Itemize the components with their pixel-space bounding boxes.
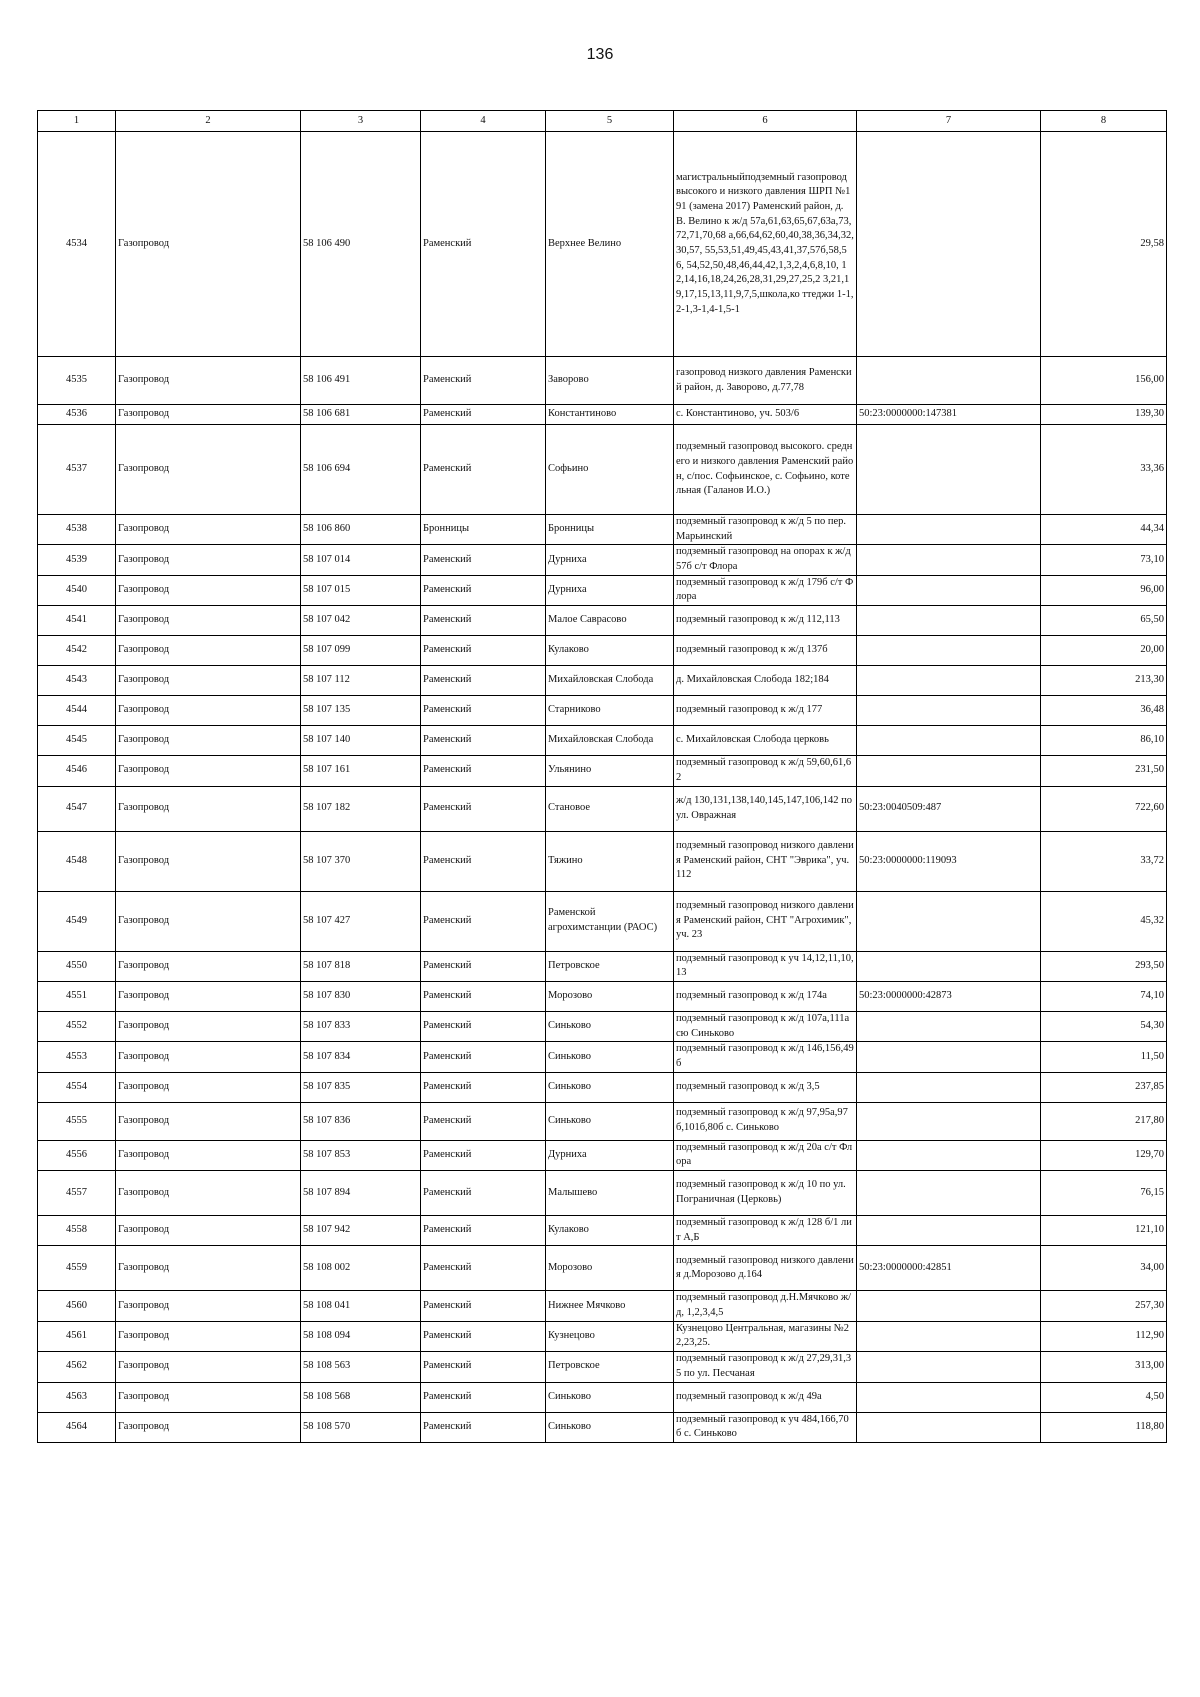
cell-description: подземный газопровод к ж/д 3,5 xyxy=(674,1072,857,1102)
table-row xyxy=(38,1171,1167,1216)
cell-cadastral-number xyxy=(857,756,1041,786)
cell-district: Раменский xyxy=(421,1382,546,1412)
cell-locality: Малышево xyxy=(546,1171,674,1216)
cell-cadastral-number: 50:23:0000000:147381 xyxy=(857,405,1041,425)
cell-number: 4556 xyxy=(38,1140,116,1170)
column-header: 6 xyxy=(674,111,857,132)
cell-object-type: Газопровод xyxy=(116,981,301,1011)
cell-value: 54,30 xyxy=(1041,1011,1167,1041)
table-row xyxy=(38,831,1167,891)
cell-locality: Тяжино xyxy=(546,831,674,891)
cell-description: подземный газопровод к ж/д 174а xyxy=(674,981,857,1011)
table-row xyxy=(38,696,1167,726)
table-row xyxy=(38,606,1167,636)
column-header: 1 xyxy=(38,111,116,132)
header-row xyxy=(38,111,1167,132)
cell-object-type: Газопровод xyxy=(116,696,301,726)
cell-number: 4563 xyxy=(38,1382,116,1412)
cell-cadastral-number xyxy=(857,1072,1041,1102)
table-row xyxy=(38,1011,1167,1041)
cell-locality: Малое Саврасово xyxy=(546,606,674,636)
cell-locality: Старниково xyxy=(546,696,674,726)
cell-object-type: Газопровод xyxy=(116,1171,301,1216)
cell-object-type: Газопровод xyxy=(116,726,301,756)
table-row xyxy=(38,786,1167,831)
cell-code: 58 107 135 xyxy=(301,696,421,726)
cell-code: 58 107 370 xyxy=(301,831,421,891)
cell-cadastral-number xyxy=(857,1352,1041,1382)
cell-description: подземный газопровод к ж/д 179б с/т Флора xyxy=(674,575,857,605)
cell-number: 4544 xyxy=(38,696,116,726)
cell-value: 139,30 xyxy=(1041,405,1167,425)
cell-cadastral-number xyxy=(857,1140,1041,1170)
cell-code: 58 107 182 xyxy=(301,786,421,831)
cell-locality: Становое xyxy=(546,786,674,831)
cell-district: Раменский xyxy=(421,951,546,981)
cell-code: 58 107 427 xyxy=(301,891,421,951)
cell-district: Раменский xyxy=(421,1216,546,1246)
cell-description: подземный газопровод к уч 484,166,70б с. Синьково xyxy=(674,1412,857,1442)
cell-district: Бронницы xyxy=(421,515,546,545)
table-row xyxy=(38,1412,1167,1442)
cell-district: Раменский xyxy=(421,726,546,756)
cell-locality: Ульянино xyxy=(546,756,674,786)
cell-cadastral-number xyxy=(857,1412,1041,1442)
cell-locality: Заворово xyxy=(546,357,674,405)
cell-number: 4537 xyxy=(38,425,116,515)
cell-number: 4534 xyxy=(38,132,116,357)
cell-code: 58 107 042 xyxy=(301,606,421,636)
cell-code: 58 108 563 xyxy=(301,1352,421,1382)
cell-number: 4550 xyxy=(38,951,116,981)
cell-description: подземный газопровод низкого давления Раменский район, СНТ "Агрохимик", уч. 23 xyxy=(674,891,857,951)
cell-code: 58 106 694 xyxy=(301,425,421,515)
cell-cadastral-number xyxy=(857,1382,1041,1412)
cell-description: Кузнецово Центральная, магазины №22,23,25. xyxy=(674,1321,857,1351)
table-row xyxy=(38,575,1167,605)
cell-cadastral-number xyxy=(857,636,1041,666)
cell-cadastral-number xyxy=(857,1042,1041,1072)
table-row xyxy=(38,1072,1167,1102)
cell-cadastral-number xyxy=(857,425,1041,515)
cell-value: 33,72 xyxy=(1041,831,1167,891)
cell-description: подземный газопровод к уч 14,12,11,10,13 xyxy=(674,951,857,981)
table-row xyxy=(38,981,1167,1011)
cell-value: 73,10 xyxy=(1041,545,1167,575)
cell-value: 112,90 xyxy=(1041,1321,1167,1351)
cell-value: 36,48 xyxy=(1041,696,1167,726)
cell-number: 4557 xyxy=(38,1171,116,1216)
cell-locality: Михайловская Слобода xyxy=(546,666,674,696)
table-row xyxy=(38,425,1167,515)
cell-object-type: Газопровод xyxy=(116,1291,301,1321)
cell-district: Раменский xyxy=(421,1321,546,1351)
cell-locality: Дурниха xyxy=(546,1140,674,1170)
cell-locality: Синьково xyxy=(546,1042,674,1072)
cell-district: Раменский xyxy=(421,891,546,951)
cell-locality: Петровское xyxy=(546,1352,674,1382)
cell-cadastral-number: 50:23:0000000:42873 xyxy=(857,981,1041,1011)
table-row xyxy=(38,357,1167,405)
cell-description: с. Михайловская Слобода церковь xyxy=(674,726,857,756)
cell-code: 58 107 015 xyxy=(301,575,421,605)
cell-code: 58 107 112 xyxy=(301,666,421,696)
cell-value: 34,00 xyxy=(1041,1246,1167,1291)
cell-locality: Петровское xyxy=(546,951,674,981)
cell-district: Раменский xyxy=(421,1140,546,1170)
table-row xyxy=(38,1042,1167,1072)
cell-value: 45,32 xyxy=(1041,891,1167,951)
cell-cadastral-number xyxy=(857,1321,1041,1351)
cell-value: 33,36 xyxy=(1041,425,1167,515)
table-row xyxy=(38,1321,1167,1351)
cell-locality: Синьково xyxy=(546,1412,674,1442)
cell-cadastral-number xyxy=(857,891,1041,951)
cell-value: 11,50 xyxy=(1041,1042,1167,1072)
cell-code: 58 106 860 xyxy=(301,515,421,545)
cell-cadastral-number: 50:23:0000000:119093 xyxy=(857,831,1041,891)
cell-district: Раменский xyxy=(421,756,546,786)
cell-object-type: Газопровод xyxy=(116,1382,301,1412)
cell-district: Раменский xyxy=(421,636,546,666)
cell-code: 58 107 834 xyxy=(301,1042,421,1072)
table-body xyxy=(38,132,1167,1443)
cell-value: 86,10 xyxy=(1041,726,1167,756)
cell-number: 4554 xyxy=(38,1072,116,1102)
cell-locality: Нижнее Мячково xyxy=(546,1291,674,1321)
cell-number: 4545 xyxy=(38,726,116,756)
cell-locality: Синьково xyxy=(546,1072,674,1102)
cell-object-type: Газопровод xyxy=(116,575,301,605)
cell-value: 722,60 xyxy=(1041,786,1167,831)
cell-locality: Константиново xyxy=(546,405,674,425)
cell-value: 231,50 xyxy=(1041,756,1167,786)
cell-cadastral-number xyxy=(857,1216,1041,1246)
cell-district: Раменский xyxy=(421,1011,546,1041)
cell-object-type: Газопровод xyxy=(116,545,301,575)
cell-number: 4542 xyxy=(38,636,116,666)
cell-number: 4538 xyxy=(38,515,116,545)
cell-value: 96,00 xyxy=(1041,575,1167,605)
cell-cadastral-number xyxy=(857,515,1041,545)
cell-number: 4562 xyxy=(38,1352,116,1382)
table-row xyxy=(38,1140,1167,1170)
cell-description: подземный газопровод на опорах к ж/д 57б с/т Флора xyxy=(674,545,857,575)
column-header: 2 xyxy=(116,111,301,132)
cell-code: 58 108 002 xyxy=(301,1246,421,1291)
cell-object-type: Газопровод xyxy=(116,1011,301,1041)
cell-cadastral-number xyxy=(857,1171,1041,1216)
cell-district: Раменский xyxy=(421,357,546,405)
cell-locality: Софьино xyxy=(546,425,674,515)
cell-number: 4535 xyxy=(38,357,116,405)
cell-code: 58 106 491 xyxy=(301,357,421,405)
cell-district: Раменский xyxy=(421,1072,546,1102)
page-number: 136 xyxy=(586,46,614,63)
table-row xyxy=(38,545,1167,575)
table-row xyxy=(38,756,1167,786)
table-row xyxy=(38,636,1167,666)
cell-value: 237,85 xyxy=(1041,1072,1167,1102)
cell-object-type: Газопровод xyxy=(116,1042,301,1072)
cell-value: 293,50 xyxy=(1041,951,1167,981)
table-row xyxy=(38,515,1167,545)
cell-code: 58 107 835 xyxy=(301,1072,421,1102)
cell-object-type: Газопровод xyxy=(116,756,301,786)
cell-cadastral-number xyxy=(857,357,1041,405)
cell-value: 76,15 xyxy=(1041,1171,1167,1216)
cell-number: 4552 xyxy=(38,1011,116,1041)
cell-code: 58 107 099 xyxy=(301,636,421,666)
cell-district: Раменский xyxy=(421,132,546,357)
cell-cadastral-number xyxy=(857,951,1041,981)
cell-cadastral-number: 50:23:0000000:42851 xyxy=(857,1246,1041,1291)
cell-locality: Синьково xyxy=(546,1102,674,1140)
cell-object-type: Газопровод xyxy=(116,1412,301,1442)
cell-locality: Михайловская Слобода xyxy=(546,726,674,756)
cell-number: 4549 xyxy=(38,891,116,951)
column-header: 5 xyxy=(546,111,674,132)
cell-description: подземный газопровод д.Н.Мячково ж/д, 1,2,3,4,5 xyxy=(674,1291,857,1321)
table-row xyxy=(38,132,1167,357)
registry-table xyxy=(37,110,1167,1443)
cell-locality: Кулаково xyxy=(546,636,674,666)
cell-object-type: Газопровод xyxy=(116,1246,301,1291)
cell-number: 4548 xyxy=(38,831,116,891)
cell-number: 4551 xyxy=(38,981,116,1011)
cell-district: Раменский xyxy=(421,1246,546,1291)
cell-locality: Кузнецово xyxy=(546,1321,674,1351)
cell-locality: Дурниха xyxy=(546,545,674,575)
cell-locality: Кулаково xyxy=(546,1216,674,1246)
table-row xyxy=(38,1216,1167,1246)
cell-object-type: Газопровод xyxy=(116,636,301,666)
cell-object-type: Газопровод xyxy=(116,132,301,357)
cell-district: Раменский xyxy=(421,696,546,726)
cell-number: 4558 xyxy=(38,1216,116,1246)
cell-district: Раменский xyxy=(421,981,546,1011)
cell-cadastral-number xyxy=(857,132,1041,357)
cell-object-type: Газопровод xyxy=(116,1102,301,1140)
cell-code: 58 107 014 xyxy=(301,545,421,575)
cell-number: 4543 xyxy=(38,666,116,696)
cell-number: 4553 xyxy=(38,1042,116,1072)
cell-cadastral-number xyxy=(857,1291,1041,1321)
cell-value: 217,80 xyxy=(1041,1102,1167,1140)
table-row xyxy=(38,951,1167,981)
cell-cadastral-number xyxy=(857,545,1041,575)
cell-description: с. Константиново, уч. 503/6 xyxy=(674,405,857,425)
cell-number: 4546 xyxy=(38,756,116,786)
cell-value: 65,50 xyxy=(1041,606,1167,636)
cell-value: 44,34 xyxy=(1041,515,1167,545)
cell-locality: Синьково xyxy=(546,1011,674,1041)
cell-description: подземный газопровод высокого. среднего и низкого давления Раменский район, с/пос. Софьинское, с. Софьино, котельная (Галанов И.О.) xyxy=(674,425,857,515)
cell-district: Раменский xyxy=(421,575,546,605)
table-row xyxy=(38,666,1167,696)
cell-description: подземный газопровод низкого давления д.Морозово д.164 xyxy=(674,1246,857,1291)
cell-description: газопровод низкого давления Раменский район, д. Заворово, д.77,78 xyxy=(674,357,857,405)
cell-value: 20,00 xyxy=(1041,636,1167,666)
cell-locality: Верхнее Велино xyxy=(546,132,674,357)
cell-description: подземный газопровод к ж/д 20а с/т Флора xyxy=(674,1140,857,1170)
cell-cadastral-number xyxy=(857,1102,1041,1140)
table-row xyxy=(38,1382,1167,1412)
cell-value: 129,70 xyxy=(1041,1140,1167,1170)
cell-code: 58 108 041 xyxy=(301,1291,421,1321)
cell-object-type: Газопровод xyxy=(116,951,301,981)
column-header: 3 xyxy=(301,111,421,132)
cell-value: 121,10 xyxy=(1041,1216,1167,1246)
cell-number: 4560 xyxy=(38,1291,116,1321)
cell-description: д. Михайловская Слобода 182;184 xyxy=(674,666,857,696)
cell-cadastral-number xyxy=(857,726,1041,756)
cell-value: 29,58 xyxy=(1041,132,1167,357)
cell-object-type: Газопровод xyxy=(116,1072,301,1102)
cell-locality: Раменской агрохимстанции (РАОС) xyxy=(546,891,674,951)
cell-code: 58 106 490 xyxy=(301,132,421,357)
cell-number: 4541 xyxy=(38,606,116,636)
cell-code: 58 107 836 xyxy=(301,1102,421,1140)
cell-object-type: Газопровод xyxy=(116,405,301,425)
cell-code: 58 107 833 xyxy=(301,1011,421,1041)
table-row xyxy=(38,891,1167,951)
cell-code: 58 106 681 xyxy=(301,405,421,425)
table-row xyxy=(38,1246,1167,1291)
cell-description: подземный газопровод к ж/д 137б xyxy=(674,636,857,666)
table-row xyxy=(38,1102,1167,1140)
cell-cadastral-number xyxy=(857,696,1041,726)
table-row xyxy=(38,1352,1167,1382)
cell-district: Раменский xyxy=(421,1102,546,1140)
cell-object-type: Газопровод xyxy=(116,1321,301,1351)
cell-object-type: Газопровод xyxy=(116,666,301,696)
cell-description: магистральныйподземный газопровод высокого и низкого давления ШРП №191 (замена 2017) Раменский район, д. В. Велино к ж/д 57а,61,63,65,67,63а,73,72,71,70,68 а,66,64,62,60,40,38,36,34,32,30,57, 55,53,51,49,45,43,41,37,57б,58,56, 54,52,50,48,46,44,42,1,3,2,4,6,8,10, 12,14,16,18,24,26,28,31,29,27,25,2 3,21,19,17,15,13,11,9,7,5,школа,ко ттеджи 1-1,2-1,3-1,4-1,5-1 xyxy=(674,132,857,357)
cell-number: 4564 xyxy=(38,1412,116,1442)
cell-description: подземный газопровод к ж/д 5 по пер. Марьинский xyxy=(674,515,857,545)
cell-number: 4540 xyxy=(38,575,116,605)
cell-object-type: Газопровод xyxy=(116,786,301,831)
cell-number: 4561 xyxy=(38,1321,116,1351)
cell-locality: Морозово xyxy=(546,981,674,1011)
cell-object-type: Газопровод xyxy=(116,1140,301,1170)
cell-value: 156,00 xyxy=(1041,357,1167,405)
cell-value: 4,50 xyxy=(1041,1382,1167,1412)
cell-code: 58 107 161 xyxy=(301,756,421,786)
cell-district: Раменский xyxy=(421,1412,546,1442)
cell-object-type: Газопровод xyxy=(116,515,301,545)
cell-code: 58 107 894 xyxy=(301,1171,421,1216)
cell-district: Раменский xyxy=(421,786,546,831)
cell-description: подземный газопровод к ж/д 107а,111а сю Синьково xyxy=(674,1011,857,1041)
cell-code: 58 107 942 xyxy=(301,1216,421,1246)
cell-description: подземный газопровод низкого давления Раменский район, СНТ "Эврика", уч. 112 xyxy=(674,831,857,891)
cell-number: 4547 xyxy=(38,786,116,831)
cell-value: 313,00 xyxy=(1041,1352,1167,1382)
table-row xyxy=(38,726,1167,756)
cell-district: Раменский xyxy=(421,606,546,636)
cell-description: подземный газопровод к ж/д 146,156,49б xyxy=(674,1042,857,1072)
cell-cadastral-number xyxy=(857,1011,1041,1041)
cell-number: 4539 xyxy=(38,545,116,575)
cell-code: 58 107 818 xyxy=(301,951,421,981)
cell-description: подземный газопровод к ж/д 27,29,31,35 по ул. Песчаная xyxy=(674,1352,857,1382)
cell-object-type: Газопровод xyxy=(116,357,301,405)
cell-locality: Морозово xyxy=(546,1246,674,1291)
table-row xyxy=(38,1291,1167,1321)
cell-description: подземный газопровод к ж/д 97,95а,97б,101б,80б с. Синьково xyxy=(674,1102,857,1140)
cell-district: Раменский xyxy=(421,425,546,515)
cell-object-type: Газопровод xyxy=(116,425,301,515)
column-header: 4 xyxy=(421,111,546,132)
table-row xyxy=(38,405,1167,425)
cell-code: 58 107 830 xyxy=(301,981,421,1011)
cell-value: 213,30 xyxy=(1041,666,1167,696)
cell-object-type: Газопровод xyxy=(116,1352,301,1382)
cell-district: Раменский xyxy=(421,1171,546,1216)
cell-number: 4559 xyxy=(38,1246,116,1291)
cell-district: Раменский xyxy=(421,666,546,696)
cell-description: подземный газопровод к ж/д 49а xyxy=(674,1382,857,1412)
cell-code: 58 107 140 xyxy=(301,726,421,756)
cell-code: 58 108 568 xyxy=(301,1382,421,1412)
cell-locality: Синьково xyxy=(546,1382,674,1412)
cell-description: подземный газопровод к ж/д 112,113 xyxy=(674,606,857,636)
cell-object-type: Газопровод xyxy=(116,606,301,636)
cell-object-type: Газопровод xyxy=(116,831,301,891)
cell-locality: Бронницы xyxy=(546,515,674,545)
cell-cadastral-number xyxy=(857,575,1041,605)
cell-object-type: Газопровод xyxy=(116,1216,301,1246)
cell-district: Раменский xyxy=(421,545,546,575)
cell-cadastral-number xyxy=(857,666,1041,696)
cell-number: 4555 xyxy=(38,1102,116,1140)
cell-district: Раменский xyxy=(421,1042,546,1072)
cell-district: Раменский xyxy=(421,1291,546,1321)
cell-number: 4536 xyxy=(38,405,116,425)
cell-value: 257,30 xyxy=(1041,1291,1167,1321)
cell-locality: Дурниха xyxy=(546,575,674,605)
cell-description: подземный газопровод к ж/д 10 по ул. Пограничная (Церковь) xyxy=(674,1171,857,1216)
cell-code: 58 108 094 xyxy=(301,1321,421,1351)
cell-description: подземный газопровод к ж/д 128 б/1 лит А,Б xyxy=(674,1216,857,1246)
column-header: 7 xyxy=(857,111,1041,132)
cell-cadastral-number: 50:23:0040509:487 xyxy=(857,786,1041,831)
cell-object-type: Газопровод xyxy=(116,891,301,951)
cell-district: Раменский xyxy=(421,831,546,891)
cell-description: ж/д 130,131,138,140,145,147,106,142 по ул. Овражная xyxy=(674,786,857,831)
cell-code: 58 107 853 xyxy=(301,1140,421,1170)
cell-cadastral-number xyxy=(857,606,1041,636)
cell-code: 58 108 570 xyxy=(301,1412,421,1442)
cell-district: Раменский xyxy=(421,405,546,425)
column-header: 8 xyxy=(1041,111,1167,132)
cell-district: Раменский xyxy=(421,1352,546,1382)
cell-value: 118,80 xyxy=(1041,1412,1167,1442)
cell-description: подземный газопровод к ж/д 59,60,61,62 xyxy=(674,756,857,786)
cell-value: 74,10 xyxy=(1041,981,1167,1011)
cell-description: подземный газопровод к ж/д 177 xyxy=(674,696,857,726)
